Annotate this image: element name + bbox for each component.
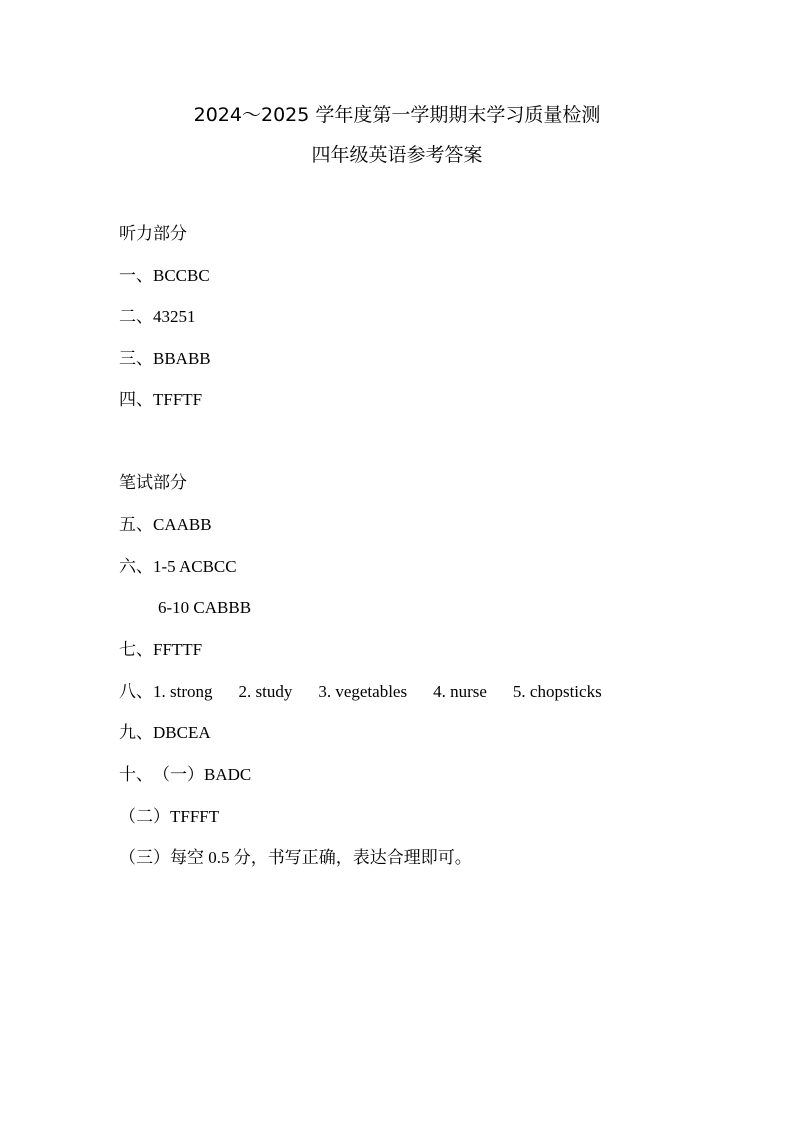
answer-text: CAABB [153, 515, 212, 534]
answer-line-4 [119, 388, 202, 412]
answer-text: 每空 0.5 分，书写正确，表达合理即可。 [170, 848, 472, 867]
document-subtitle: 四年级英语参考答案 [311, 144, 483, 166]
answer-line-10-part3 [119, 846, 472, 870]
question-number: 一、 [119, 266, 153, 285]
answer-line-9 [119, 721, 211, 745]
answer-text: TFFFT [170, 807, 220, 826]
answer-line-6a [119, 555, 237, 579]
question-number: 五、 [119, 515, 153, 534]
question-number: 三、 [119, 349, 153, 368]
written-section-heading: 笔试部分 [119, 473, 187, 493]
sub-question-label: （一） [153, 765, 204, 784]
answer-text: TFFTF [153, 390, 203, 409]
answer-text: 43251 [153, 307, 196, 326]
answer-text: 1-5 ACBCC [153, 557, 237, 576]
question-number: 四、 [119, 390, 153, 409]
sub-question-label: （二） [119, 807, 170, 826]
question-number: 七、 [119, 640, 153, 659]
answer-line-5 [119, 513, 212, 537]
answer-item: 5. chopsticks [512, 682, 602, 701]
answer-line-7 [119, 638, 202, 662]
sub-question-label: （三） [119, 848, 170, 867]
answer-text: 6-10 CABBB [158, 598, 252, 617]
question-number: 二、 [119, 307, 153, 326]
question-number: 九、 [119, 723, 153, 742]
answer-line-2 [119, 305, 196, 329]
answer-line-1 [119, 264, 210, 288]
answer-line-8 [119, 680, 602, 704]
answer-text: FFTTF [153, 640, 203, 659]
answer-text: BADC [204, 765, 252, 784]
answer-item: 3. vegetables [318, 682, 408, 701]
document-title: 2024～2025 学年度第一学期期末学习质量检测 [193, 104, 601, 126]
answer-line-3 [119, 347, 211, 371]
listening-section-heading: 听力部分 [119, 224, 187, 244]
answer-item: 2. study [238, 682, 293, 701]
answer-item: 1. strong [153, 682, 213, 701]
question-number: 八、 [119, 682, 153, 701]
question-number: 六、 [119, 557, 153, 576]
answer-text: DBCEA [153, 723, 211, 742]
answer-text: BCCBC [153, 266, 210, 285]
answer-line-10-part1 [119, 763, 251, 787]
answer-line-6b [158, 596, 251, 620]
answer-line-10-part2 [119, 805, 219, 829]
answer-text: BBABB [153, 349, 211, 368]
answer-item: 4. nurse [433, 682, 487, 701]
question-number: 十、 [119, 765, 153, 784]
